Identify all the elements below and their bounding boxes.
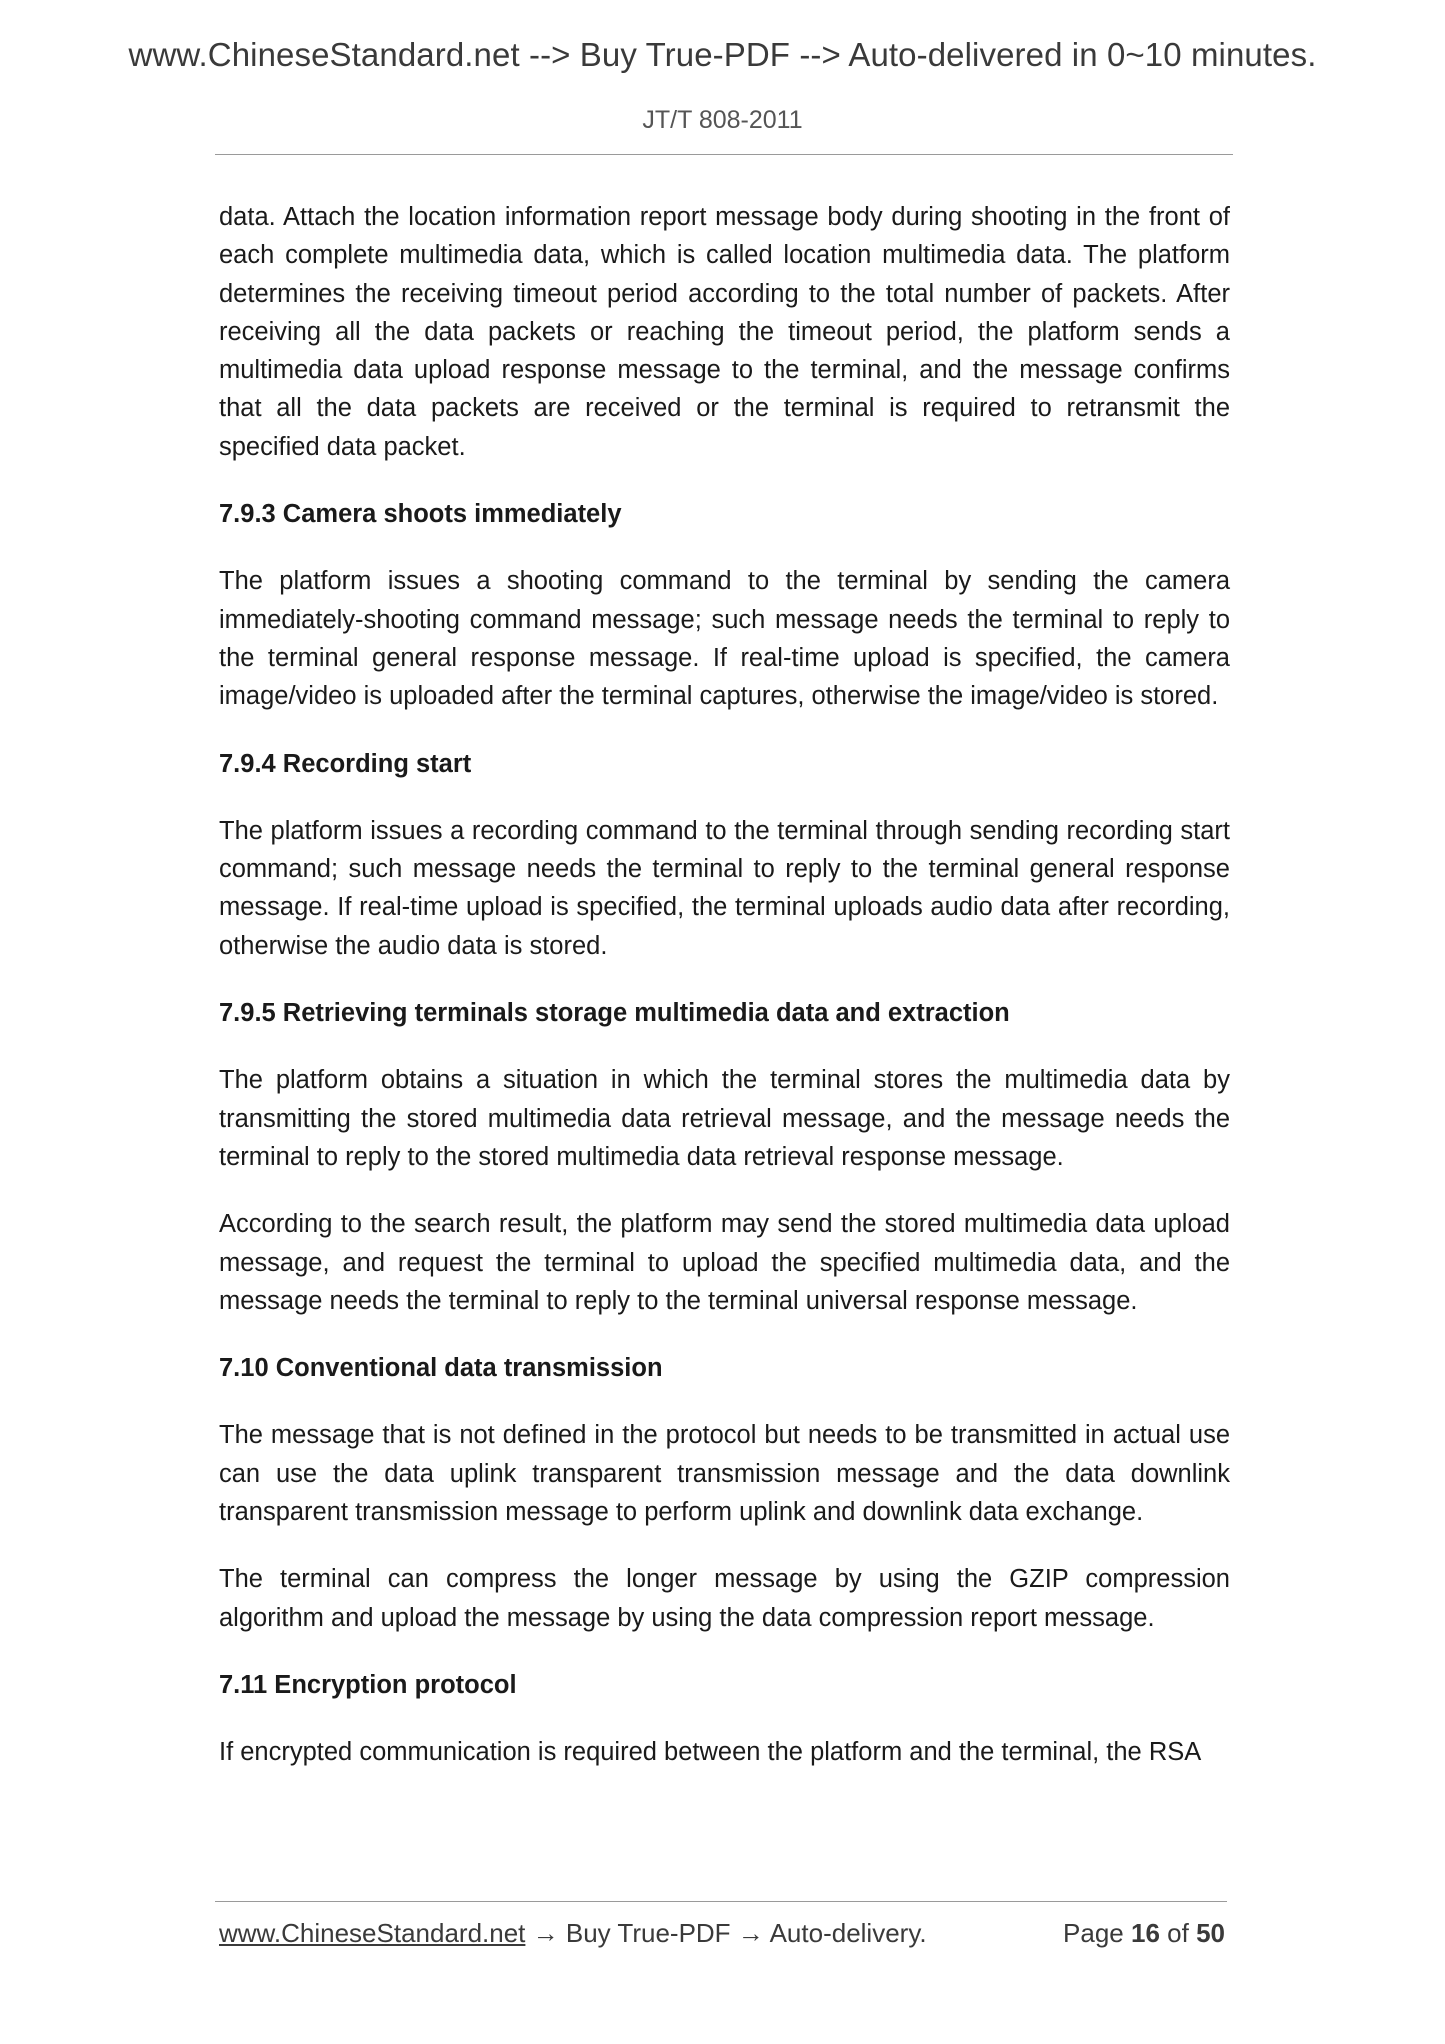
- footer-divider: [215, 1901, 1227, 1902]
- footer-arrow-icon: →: [730, 1918, 770, 1948]
- footer-buy-text: Buy True-PDF: [565, 1918, 731, 1948]
- section-heading-7-9-3: 7.9.3 Camera shoots immediately: [219, 500, 622, 529]
- page-indicator: [1063, 1918, 1225, 1949]
- paragraph-camera-shoot: The platform issues a shooting command to the terminal by sending the camera immediately-shooting command message; such message needs the terminal to reply to the terminal general response message. If real-time upload is specified, the camera image/video is uploaded after the terminal captures, otherwise the image/video is stored.: [219, 567, 1230, 711]
- header-divider: [215, 154, 1233, 155]
- document-code: JT/T 808-2011: [642, 106, 803, 134]
- document-body: [219, 198, 1230, 1801]
- page-label: Page: [1063, 1918, 1124, 1948]
- paragraph-gzip-compression: The terminal can compress the longer message by using the GZIP compression algorithm and upload the message by using the data compression report message.: [219, 1565, 1230, 1632]
- section-heading-7-10: 7.10 Conventional data transmission: [219, 1354, 663, 1383]
- banner-text: www.ChineseStandard.net --> Buy True-PDF --> Auto-delivered in 0~10 minutes.: [128, 36, 1317, 73]
- paragraph-transparent-transmission: The message that is not defined in the protocol but needs to be transmitted in actual use can use the data uplink transparent transmission message and the data downlink transparent transmission message to perform uplink and downlink data exchange.: [219, 1421, 1230, 1527]
- of-label: of: [1167, 1918, 1189, 1948]
- footer-delivery-text: Auto-delivery.: [769, 1918, 927, 1948]
- paragraph-encryption: If encrypted communication is required between the platform and the terminal, the RSA: [219, 1738, 1202, 1767]
- page-number: 16: [1131, 1918, 1160, 1948]
- page-footer: [219, 1918, 1225, 1949]
- section-heading-7-9-5: 7.9.5 Retrieving terminals storage multimedia data and extraction: [219, 999, 1010, 1028]
- section-heading-7-11: 7.11 Encryption protocol: [219, 1670, 517, 1699]
- paragraph-multimedia-upload: data. Attach the location information report message body during shooting in the front of each complete multimedia data, which is called location multimedia data. The platform determines the receiving timeout period according to the total number of packets. After receiving all the data packets or reaching the timeout period, the platform sends a multimedia data upload response message to the terminal, and the message confirms that all the data packets are received or the terminal is required to retransmit the specified data packet.: [219, 203, 1230, 461]
- footer-arrow-icon: →: [525, 1918, 566, 1948]
- paragraph-retrieval: The platform obtains a situation in which the terminal stores the multimedia data by transmitting the stored multimedia data retrieval message, and the message needs the terminal to reply to the stored multimedia data retrieval response message.: [219, 1066, 1230, 1171]
- paragraph-recording-start: The platform issues a recording command to the terminal through sending recording start command; such message needs the terminal to reply to the terminal general response message. If real-time upload is specified, the terminal uploads audio data after recording, otherwise the audio data is stored.: [219, 816, 1230, 960]
- section-heading-7-9-4: 7.9.4 Recording start: [219, 749, 472, 778]
- page-total: 50: [1196, 1918, 1225, 1948]
- paragraph-search-result: According to the search result, the platform may send the stored multimedia data upload message, and request the terminal to upload the specified multimedia data, and the message needs the terminal to reply to the terminal universal response message.: [219, 1210, 1230, 1315]
- footer-site-link[interactable]: www.ChineseStandard.net: [219, 1918, 526, 1948]
